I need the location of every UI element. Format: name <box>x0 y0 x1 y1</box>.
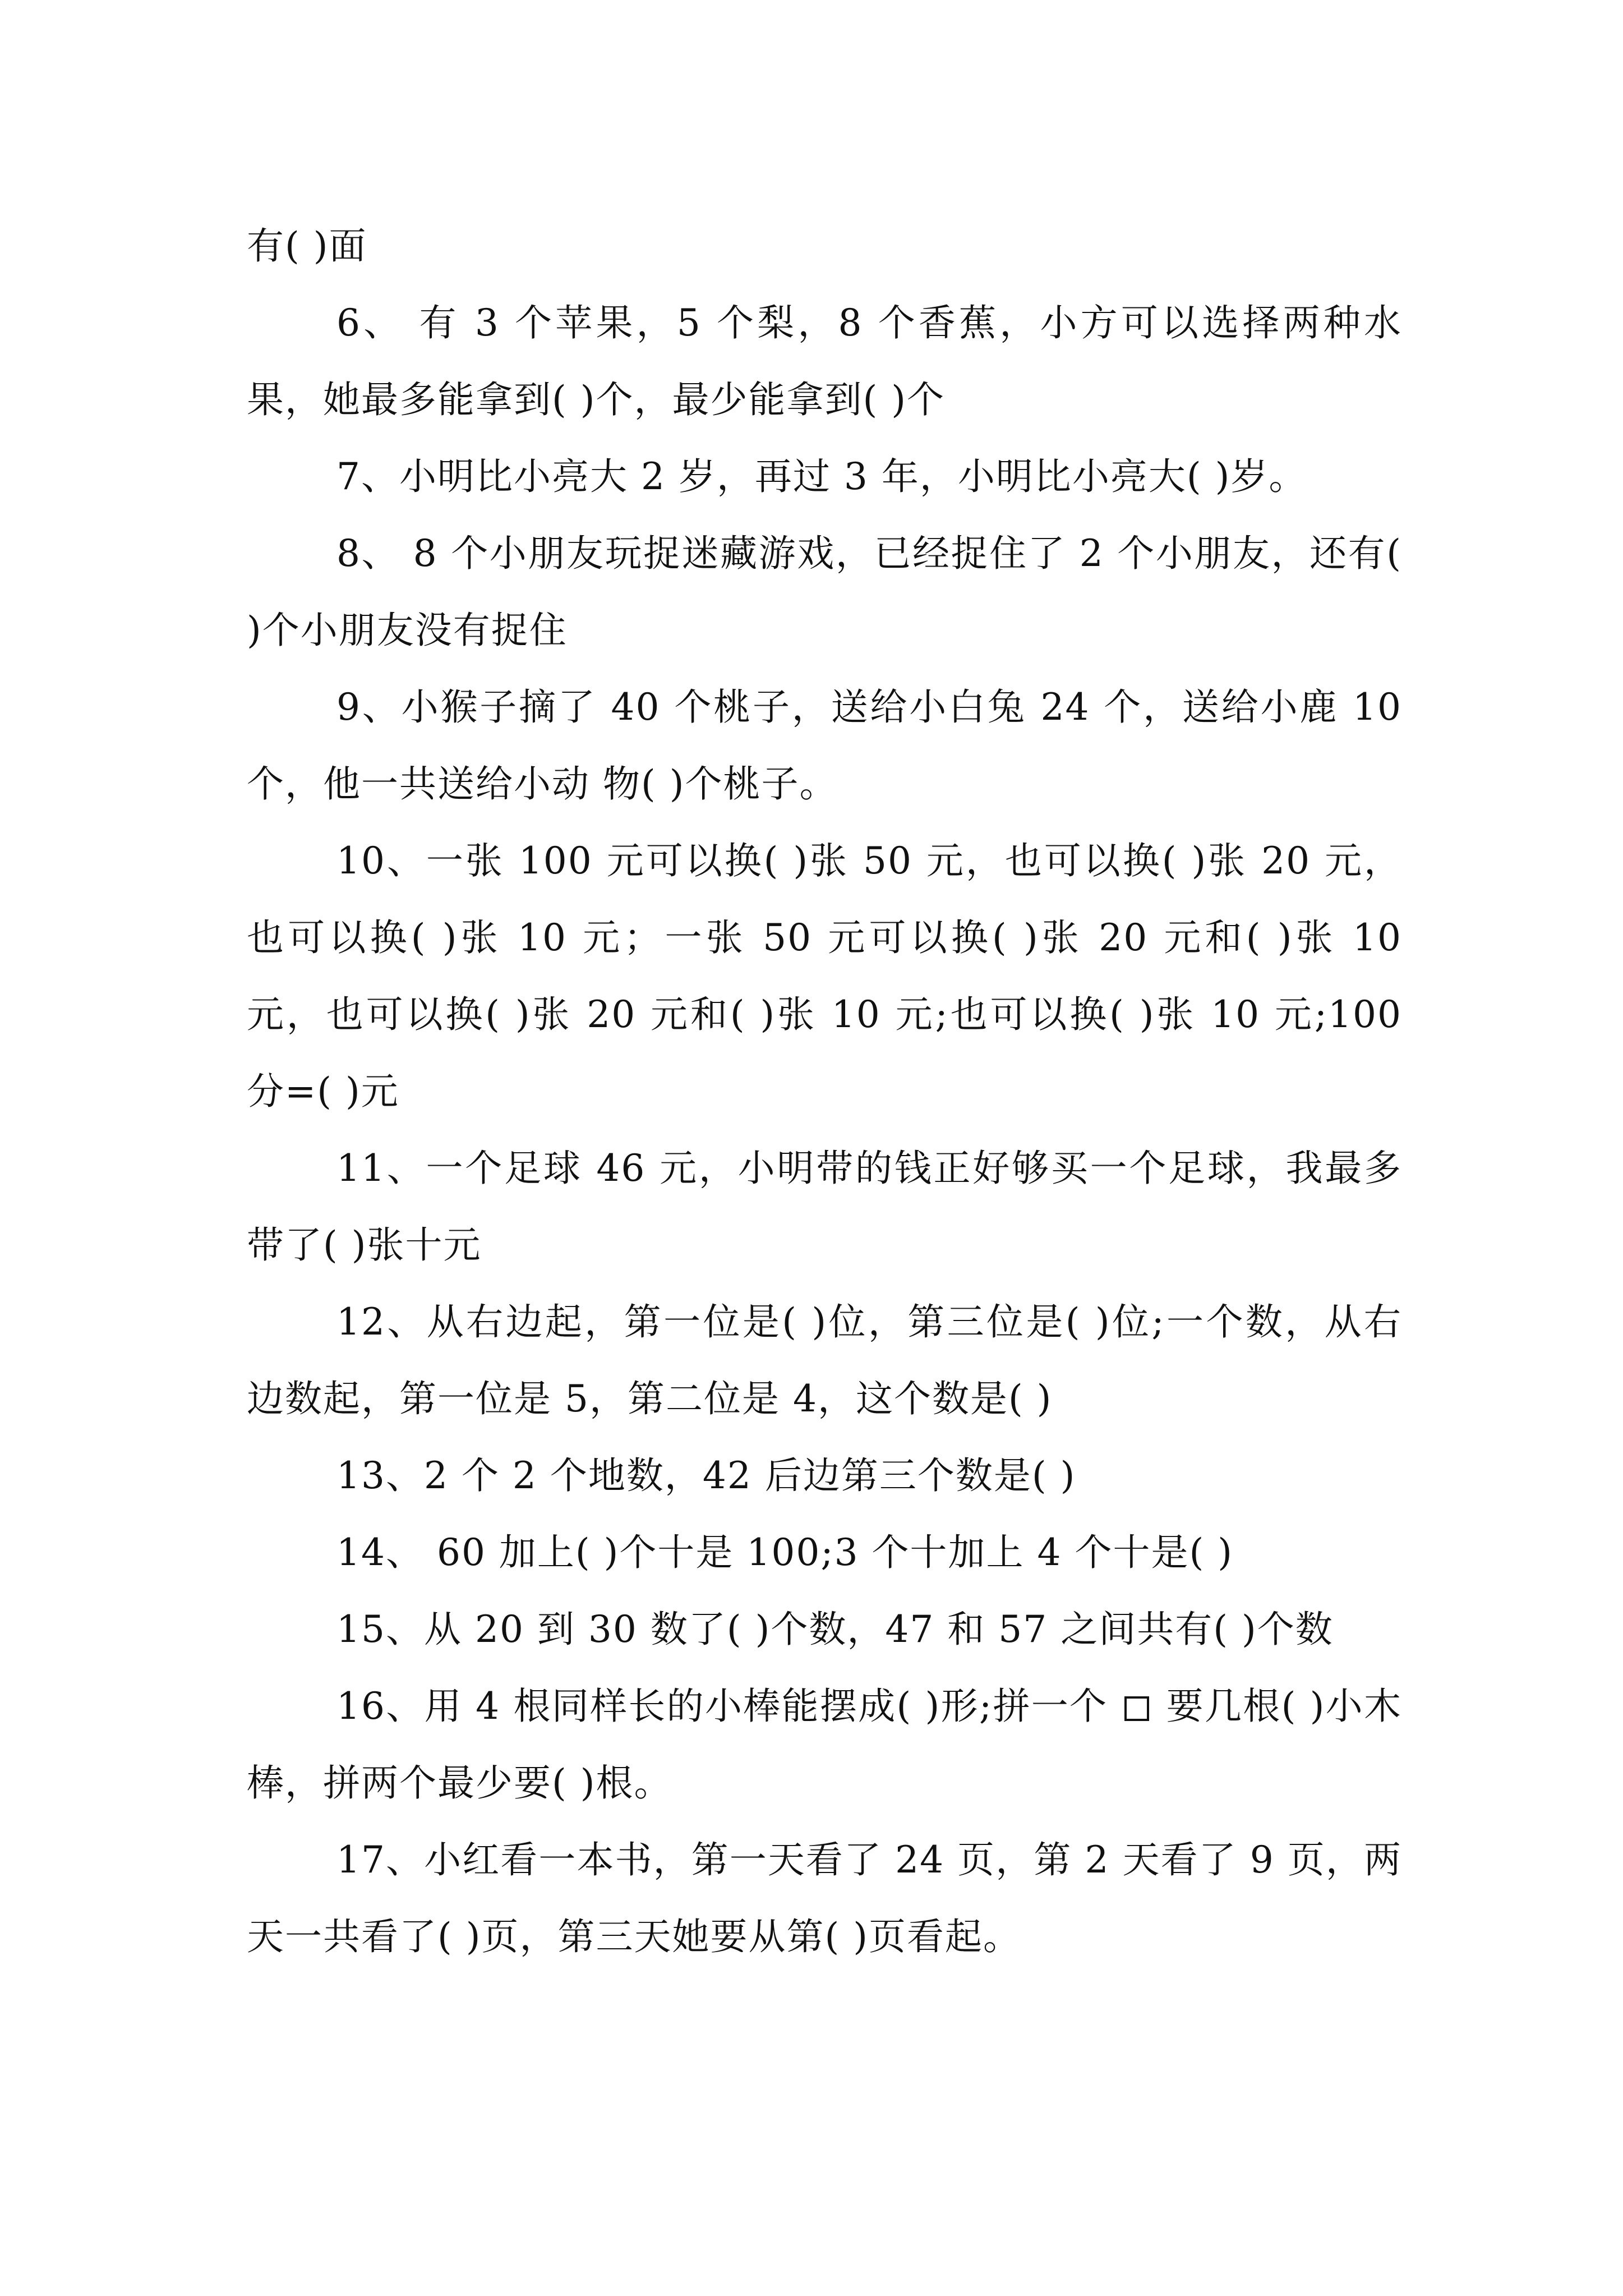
question-15: 15、从 20 到 30 数了( )个数，47 和 57 之间共有( )个数 <box>336 1608 1334 1651</box>
question-6: 6、 有 3 个苹果，5 个梨，8 个香蕉，小方可以选择两种水果，她最多能拿到( )个，最少能拿到( )个 <box>247 301 1402 421</box>
question-8: 8、 8 个小朋友玩捉迷藏游戏，已经捉住了 2 个小朋友，还有( )个小朋友没有捉住 <box>247 532 1402 652</box>
question-17: 17、小红看一本书，第一天看了 24 页，第 2 天看了 9 页，两天一共看了( )页，第三天她要从第( )页看起。 <box>247 1838 1402 1958</box>
question-13: 13、2 个 2 个地数，42 后边第三个数是( ) <box>336 1454 1076 1497</box>
question-14: 14、 60 加上( )个十是 100;3 个十加上 4 个十是( ) <box>336 1531 1233 1574</box>
question-12: 12、从右边起，第一位是( )位，第三位是( )位;一个数，从右边数起，第一位是 5，第二位是 4，这个数是( ) <box>247 1300 1402 1420</box>
document-body <box>247 208 1402 1975</box>
question-16-text-before: 16、用 4 根同样长的小棒能摆成( )形;拼一个 <box>336 1685 1108 1728</box>
question-7: 7、小明比小亮大 2 岁，再过 3 年，小明比小亮大( )岁。 <box>336 455 1307 498</box>
paragraph-continuation: 有( )面 <box>247 224 367 268</box>
question-9: 9、小猴子摘了 40 个桃子，送给小白兔 24 个，送给小鹿 10 个，他一共送给小动 物( )个桃子。 <box>247 685 1402 806</box>
question-16 <box>247 1668 1402 1821</box>
question-16-text-after: 要几根( )小木棒，拼两个最少要( )根。 <box>247 1685 1402 1805</box>
square-icon <box>1124 1696 1149 1721</box>
question-10: 10、一张 100 元可以换( )张 50 元，也可以换( )张 20 元，也可以换( )张 10 元；一张 50 元可以换( )张 20 元和( )张 10 元，也可以换( )张 20 元和( )张 10 元;也可以换( )张 10 元;100 分=( )元 <box>247 839 1402 1113</box>
question-11: 11、一个足球 46 元，小明带的钱正好够买一个足球，我最多带了( )张十元 <box>247 1147 1402 1267</box>
